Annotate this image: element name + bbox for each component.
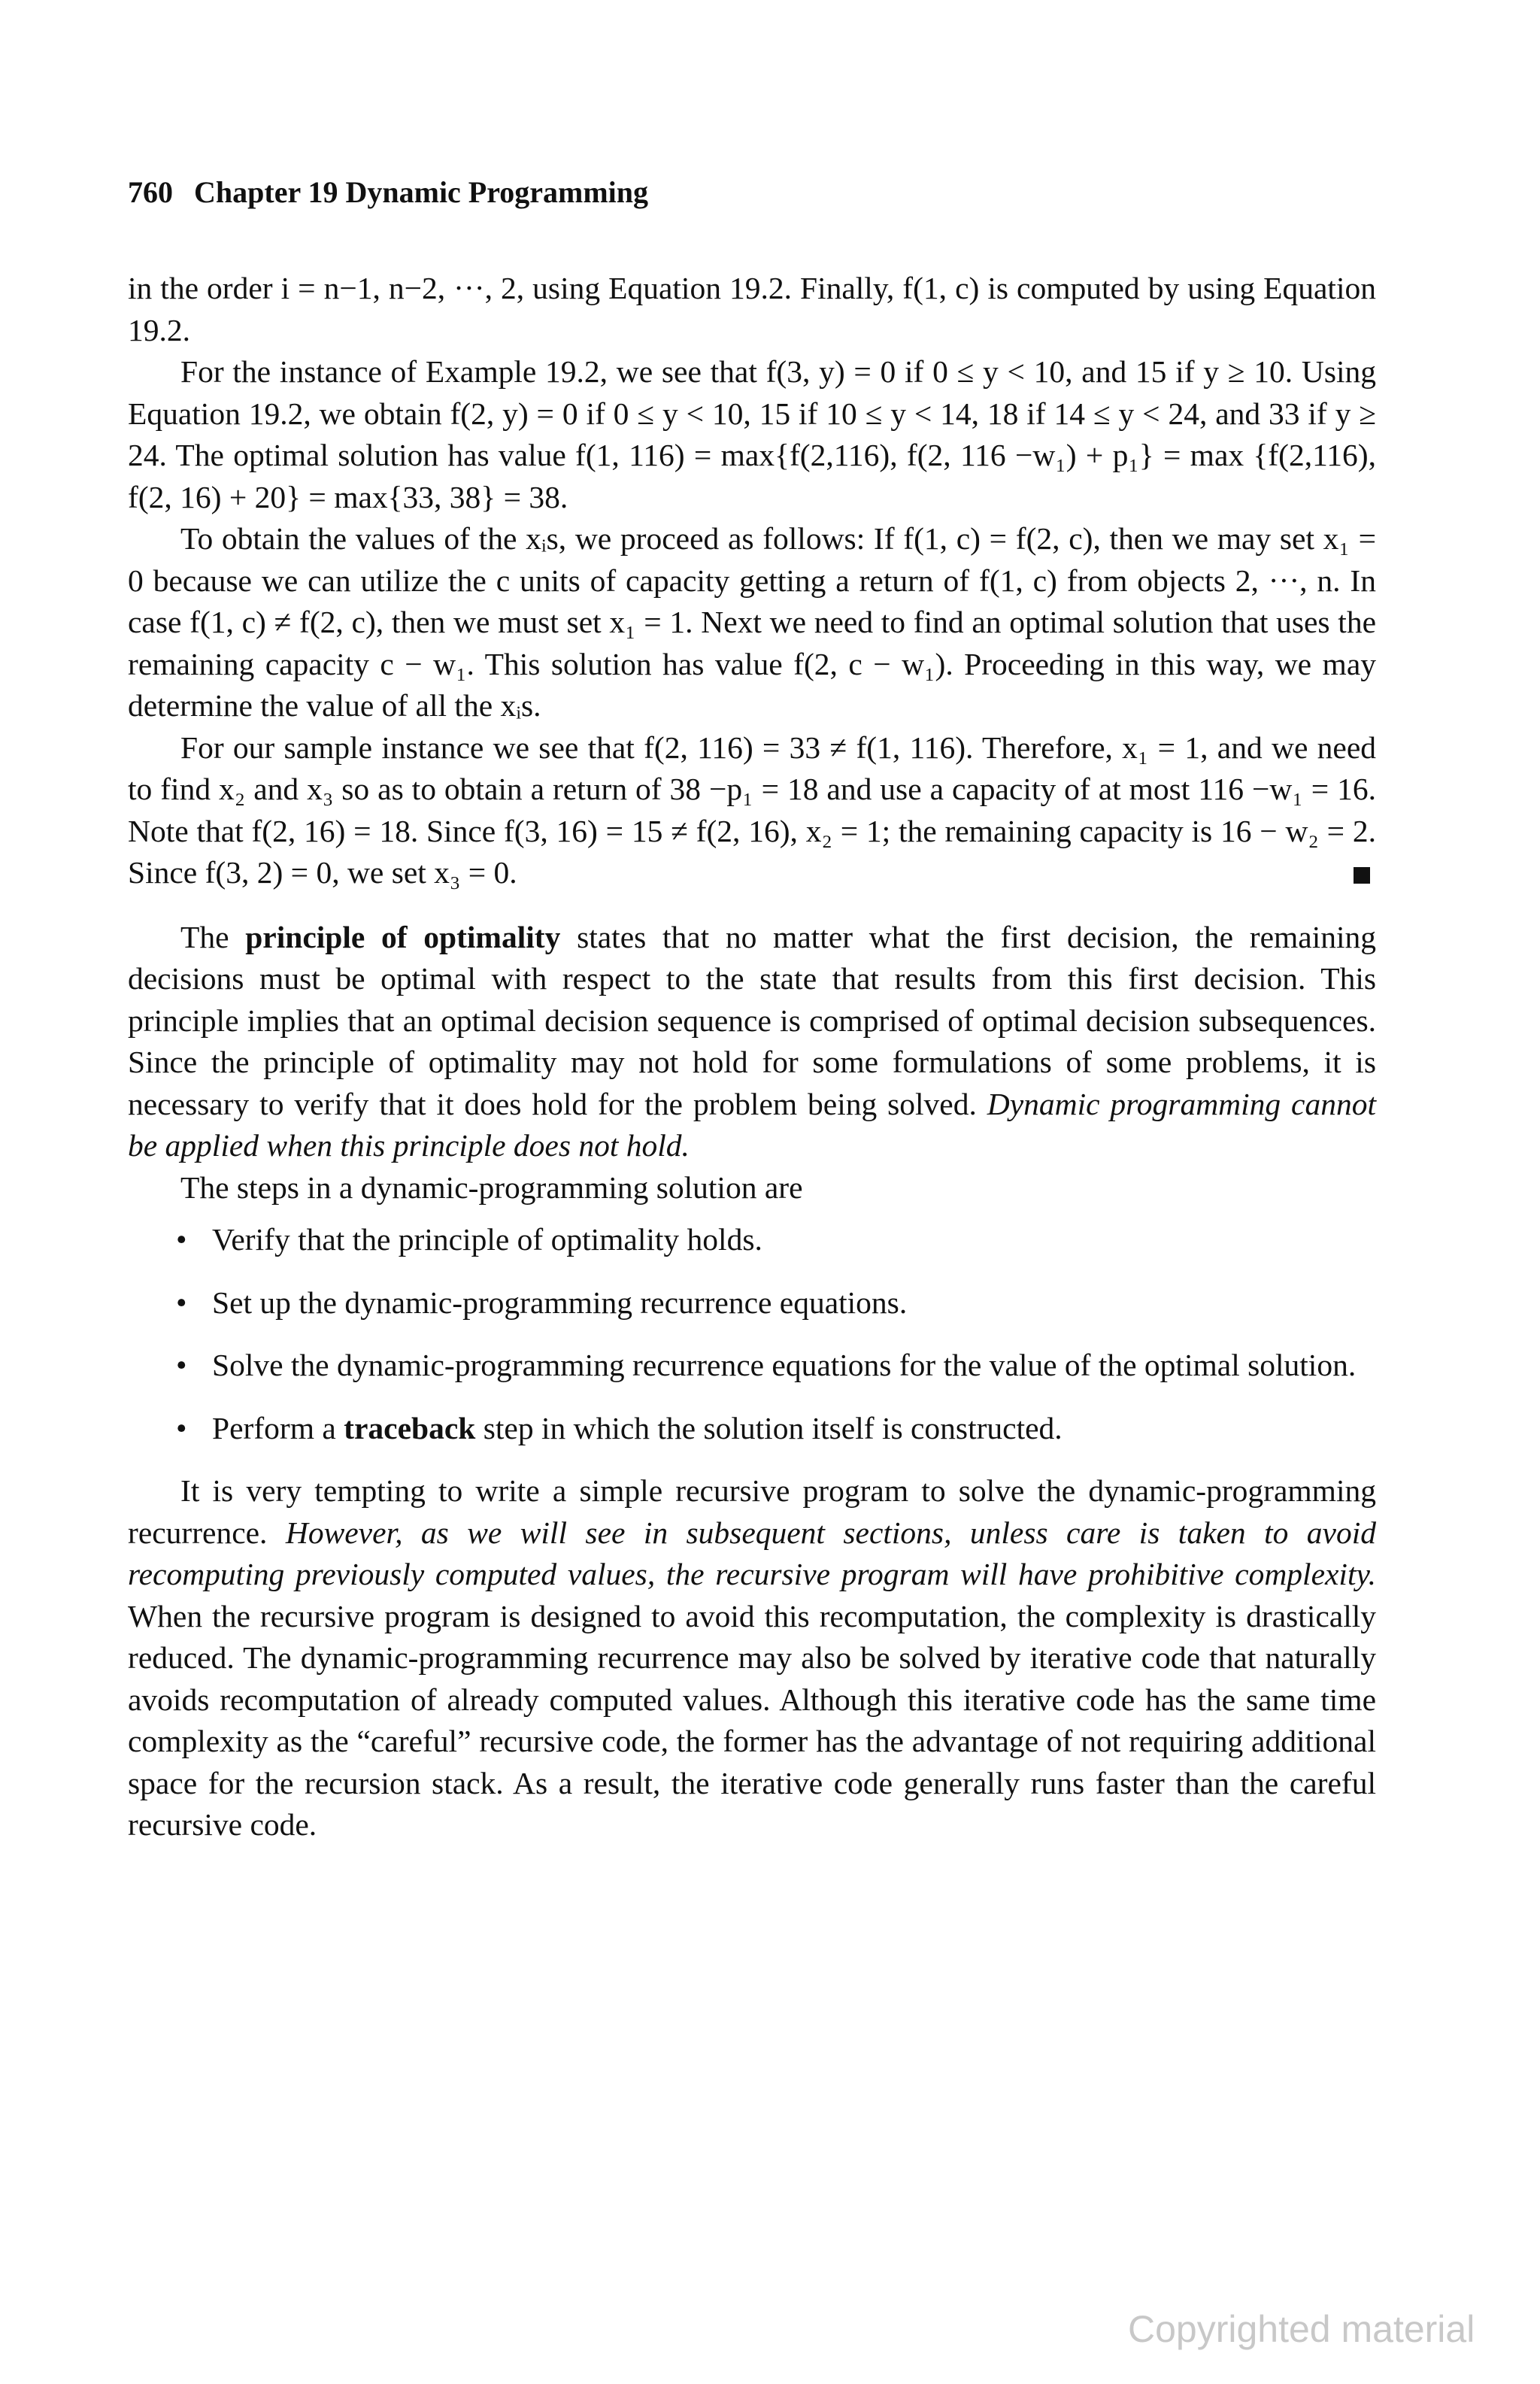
- term-traceback: traceback: [344, 1410, 476, 1445]
- bullet-icon: •: [176, 1285, 187, 1320]
- paragraph-steps-intro: The steps in a dynamic-programming solution are: [180, 1169, 803, 1205]
- page-body: [128, 268, 1376, 1846]
- spacer: [128, 894, 1376, 917]
- list-item: [128, 1408, 1376, 1450]
- list-item: [128, 1282, 1376, 1324]
- bullet-icon: •: [176, 1222, 187, 1257]
- paragraph-sample-instance: [128, 727, 1376, 894]
- text-run: When the recursive program is designed to avoid this recomputation, the complexity is drastically reduced. The dynamic-programming recurrence may also be solved by iterative code that naturally avoids recomputation of already computed values. Although this iterative code has the same time complexity as the “careful” recursive code, the former has the advantage of not requiring additional space for the recursion stack. As a result, the iterative code generally runs faster than the careful recursive code.: [128, 1598, 1376, 1842]
- end-of-example-mark: [1354, 867, 1370, 884]
- paragraph-xi-procedure: To obtain the values of the xᵢs, we proceed as follows: If f(1, c) = f(2, c), then we may set x₁ = 0 because we can utilize the c units of capacity getting a return of f(1, c) from objects 2, ···, n. In case f(1, c) ≠ f(2, c), then we must set x₁ = 1. Next we need to find an optimal solution that uses the remaining capacity c − w₁. This solution has value f(2, c − w₁). Proceeding in this way, we may determine the value of all the xᵢs.: [128, 521, 1376, 723]
- paragraph-recursive-program: [128, 1470, 1376, 1846]
- list-item: [128, 1219, 1376, 1261]
- list-item-text: Set up the dynamic-programming recurrence equations.: [212, 1285, 908, 1320]
- text-run: step in which the solution itself is constructed.: [475, 1410, 1063, 1445]
- emphasis-text: However, as we will see in subsequent sections, unless care is taken to avoid recomputing previously computed values, the recursive program will have prohibitive complexity.: [128, 1515, 1376, 1591]
- copyright-watermark: Copyrighted material: [1128, 2308, 1475, 2350]
- list-item-text: Solve the dynamic-programming recurrence equations for the value of the optimal solution.: [212, 1348, 1357, 1382]
- text-run: Perform a: [212, 1410, 344, 1445]
- paragraph-continuation: in the order i = n−1, n−2, ···, 2, using Equation 19.2. Finally, f(1, c) is computed by using Equation 19.2.: [128, 271, 1376, 347]
- text-run: states that no matter what the first decision, the remaining decisions must be optimal with respect to the state that results from this first decision. This principle implies that an optimal decision sequence is comprised of optimal decision subsequences. Since the principle of optimality may not hold for some formulations of some problems, it is necessary to verify that it does hold for the problem being solved.: [128, 919, 1377, 1121]
- chapter-title: Chapter 19 Dynamic Programming: [194, 175, 649, 209]
- steps-list: [128, 1219, 1376, 1449]
- paragraph-example-values: For the instance of Example 19.2, we see that f(3, y) = 0 if 0 ≤ y < 10, and 15 if y ≥ 10. Using Equation 19.2, we obtain f(2, y) = 0 if 0 ≤ y < 10, 15 if 10 ≤ y < 14, 18 if 14 ≤ y < 24, and 33 if y ≥ 24. The optimal solution has value f(1, 116) = max{f(2,116), f(2, 116 −w₁) + p₁} = max {f(2,116), f(2, 16) + 20} = max{33, 38} = 38.: [128, 354, 1376, 514]
- bullet-icon: •: [176, 1348, 187, 1382]
- emphasis-text: Dynamic programming cannot be applied when this principle does not hold.: [128, 1086, 1376, 1163]
- list-item-text: Verify that the principle of optimality holds.: [212, 1222, 762, 1257]
- text-run: It is very tempting to write a simple recursive program to solve the dynamic-programming recurrence.: [128, 1473, 1376, 1550]
- text-run: The: [180, 919, 246, 954]
- running-header: [128, 174, 648, 210]
- bullet-icon: •: [176, 1410, 187, 1445]
- paragraph-principle-of-optimality: [128, 917, 1376, 1167]
- list-item: [128, 1345, 1376, 1387]
- page-number: 760: [128, 175, 173, 209]
- term-principle-of-optimality: principle of optimality: [245, 919, 561, 954]
- sample-instance-text: For our sample instance we see that f(2, 116) = 33 ≠ f(1, 116). Therefore, x₁ = 1, and we need to find x₂ and x₃ so as to obtain a return of 38 −p₁ = 18 and use a capacity of at most 116 −w₁ = 16. Note that f(2, 16) = 18. Since f(3, 16) = 15 ≠ f(2, 16), x₂ = 1; the remaining capacity is 16 − w₂ = 2. Since f(3, 2) = 0, we set x₃ = 0.: [128, 729, 1376, 890]
